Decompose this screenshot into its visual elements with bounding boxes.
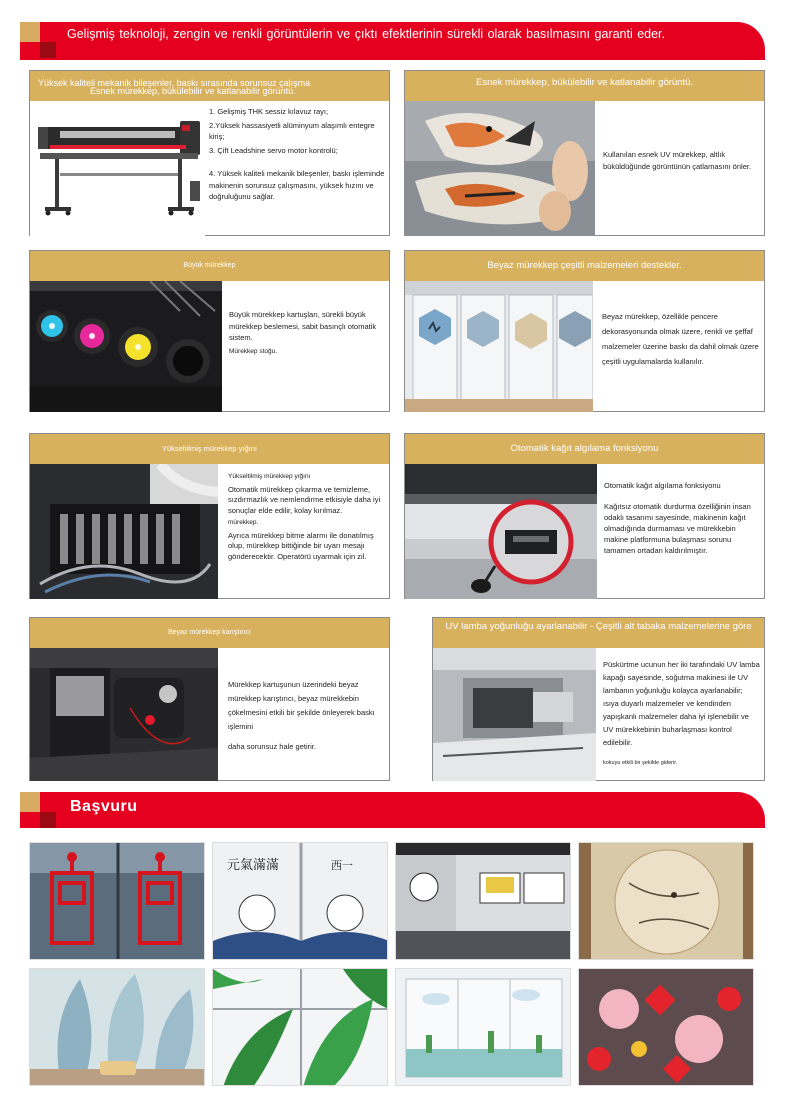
svg-text:元氣滿滿: 元氣滿滿 — [227, 858, 280, 873]
card-line: Püskürtme ucunun her iki tarafındaki UV lamba kapağı sayesinde, soğutma makinesi ile UV lambanın yoğunluğu kolayca ayarlanabilir; ısıya duyarlı malzemeler ve kendinden yapışkanlı malzemeler daha iyi işlenebilir ve UV mürekkebinin buharlaşması kontrol edilebilir. — [603, 660, 760, 747]
card-line: Büyük mürekkep kartuşları, sürekli büyük mürekkep beslemesi, sabit basınçlı otomatik sistem. — [229, 310, 377, 342]
feature-card-ink-stack — [29, 433, 390, 599]
application-tile-leaf-window — [212, 968, 388, 1086]
application-tile-festive-window — [578, 968, 754, 1086]
card-title: Yüksek kaliteli mekanik bileşenler, baskı sırasında sorunsuz çalışma — [38, 78, 311, 88]
application-tile-round-painting — [578, 842, 754, 960]
card-text — [229, 309, 385, 359]
ink-mixer-image — [30, 648, 218, 781]
uv-lamp-image — [433, 648, 596, 781]
feature-card-mechanical — [29, 70, 390, 236]
card-title-overlay: Esnek mürekkep, bükülebilir ve katlanabilir görüntü. — [90, 86, 296, 96]
feature-card-big-ink — [29, 250, 390, 412]
application-tile-feather-wall — [29, 968, 205, 1086]
banner-square-tan — [20, 22, 40, 42]
card-header: UV lamba yoğunluğu ayarlanabilir - Çeşitli alt tabaka malzemelerine göre — [433, 618, 764, 648]
card-line: Beyaz mürekkep, özellikle pencere dekorasyonunda olmak üzere, renkli ve şeffaf malzemeler üzerine baskı da dahil olmak üzere çeşitli uygulamalarda kullanılır. — [602, 312, 759, 366]
card-text — [228, 472, 385, 564]
flexible-print-image — [405, 101, 595, 236]
feature-card-uv-lamp — [432, 617, 765, 781]
svg-text:西一: 西一 — [331, 859, 353, 872]
card-line: daha sorunsuz hale getirir. — [228, 742, 316, 751]
feature-card-white-ink — [404, 250, 765, 412]
card-header: Beyaz mürekkep karıştırıcı — [30, 618, 389, 648]
card-header: Büyük mürekkep — [30, 251, 389, 281]
card-header: Otomatik kağıt algılama fonksiyonu — [405, 434, 764, 464]
card-line: 3. Çift Leadshine servo motor kontrolü; — [209, 145, 338, 155]
ink-stack-image — [30, 464, 218, 599]
feature-card-paper-detection — [404, 433, 765, 599]
application-tile-red-window — [29, 842, 205, 960]
card-line: kokuyu etkili bir şekilde giderir. — [603, 760, 678, 766]
card-header: Esnek mürekkep, bükülebilir ve katlanabilir görüntü. — [405, 71, 764, 101]
application-tile-lucky-cat — [212, 842, 388, 960]
application-banner — [20, 792, 765, 828]
application-title: Başvuru — [70, 798, 138, 815]
application-tile-cactus-glass — [395, 968, 571, 1086]
card-text — [603, 149, 760, 174]
banner-headline: Gelişmiş teknoloji, zengin ve renkli görüntülerin ve çıktı efektlerinin sürekli olarak basılmasını garanti eder. — [67, 27, 665, 41]
card-line: mürekkep. — [228, 519, 259, 526]
printer-image — [30, 101, 205, 236]
card-line: Mürekkep kartuşunun üzerindeki beyaz mürekkep karıştırıcı, beyaz mürekkebin çökelmesini etkili bir şekilde önleyerek baskı işlemini — [228, 680, 375, 731]
card-line: Otomatik mürekkep çıkarma ve temizleme, sızdırmazlık ve nemlendirme etkisiyle daha iyi sonuçlar elde edilir, kolay kırılmaz. — [228, 484, 381, 515]
card-line: Kağıtsız otomatik durdurma özelliğinin insan odaklı tasarımı sayesinde, makinenin kağıt olmadığında durmaması ve mürekkebin makine platformuna bulaşması sorunu tamamen ortadan kaldırılmıştır. — [604, 502, 751, 555]
top-banner — [20, 22, 765, 60]
card-line: 4. Yüksek kaliteli mekanik bileşenler, baskı işleminde makinenin sorunsuz çalışmasını, yüksek hızını ve doğruluğunu sağlar. — [209, 169, 385, 201]
card-header: Beyaz mürekkep çeşitli malzemeleri destekler. — [405, 251, 764, 281]
feature-card-flexible-ink — [404, 70, 765, 236]
card-text — [604, 480, 760, 558]
paper-detection-image — [405, 464, 597, 599]
card-line: Yükseltilmiş mürekkep yığını — [228, 473, 311, 480]
card-line: Otomatik kağıt algılama fonksiyonu — [604, 481, 721, 490]
card-line: 2.Yüksek hassasiyetli alüminyum alaşımlı entegre kiriş; — [209, 120, 375, 141]
application-tile-kitchen — [395, 842, 571, 960]
card-line: 1. Gelişmiş THK sessiz kılavuz rayı; — [209, 107, 329, 116]
card-line: Ayrıca mürekkep bitme alarmı ile donatılmış olup, mürekkep bittiğinde bir uyarı mesajı gönderecektir. Operatörü uyarmak için zil. — [228, 530, 374, 561]
card-line: Mürekkep stoğu. — [229, 347, 278, 355]
banner-square-dark — [40, 42, 56, 58]
banner-square-tan — [20, 792, 40, 812]
feature-card-white-ink-mixer — [29, 617, 390, 781]
card-header: Yükseltilmiş mürekkep yığını — [30, 434, 389, 464]
card-text — [602, 309, 760, 371]
card-header — [30, 71, 389, 101]
card-line — [209, 158, 385, 166]
card-text — [228, 678, 385, 756]
ink-tank-image — [30, 281, 222, 412]
card-line: Kullanılan esnek UV mürekkep, altlık büküldüğünde görüntünün çatlamasını önler. — [603, 150, 752, 171]
window-decoration-image — [405, 281, 593, 412]
card-text — [603, 658, 760, 772]
card-text — [209, 106, 385, 205]
banner-square-dark — [40, 812, 56, 828]
